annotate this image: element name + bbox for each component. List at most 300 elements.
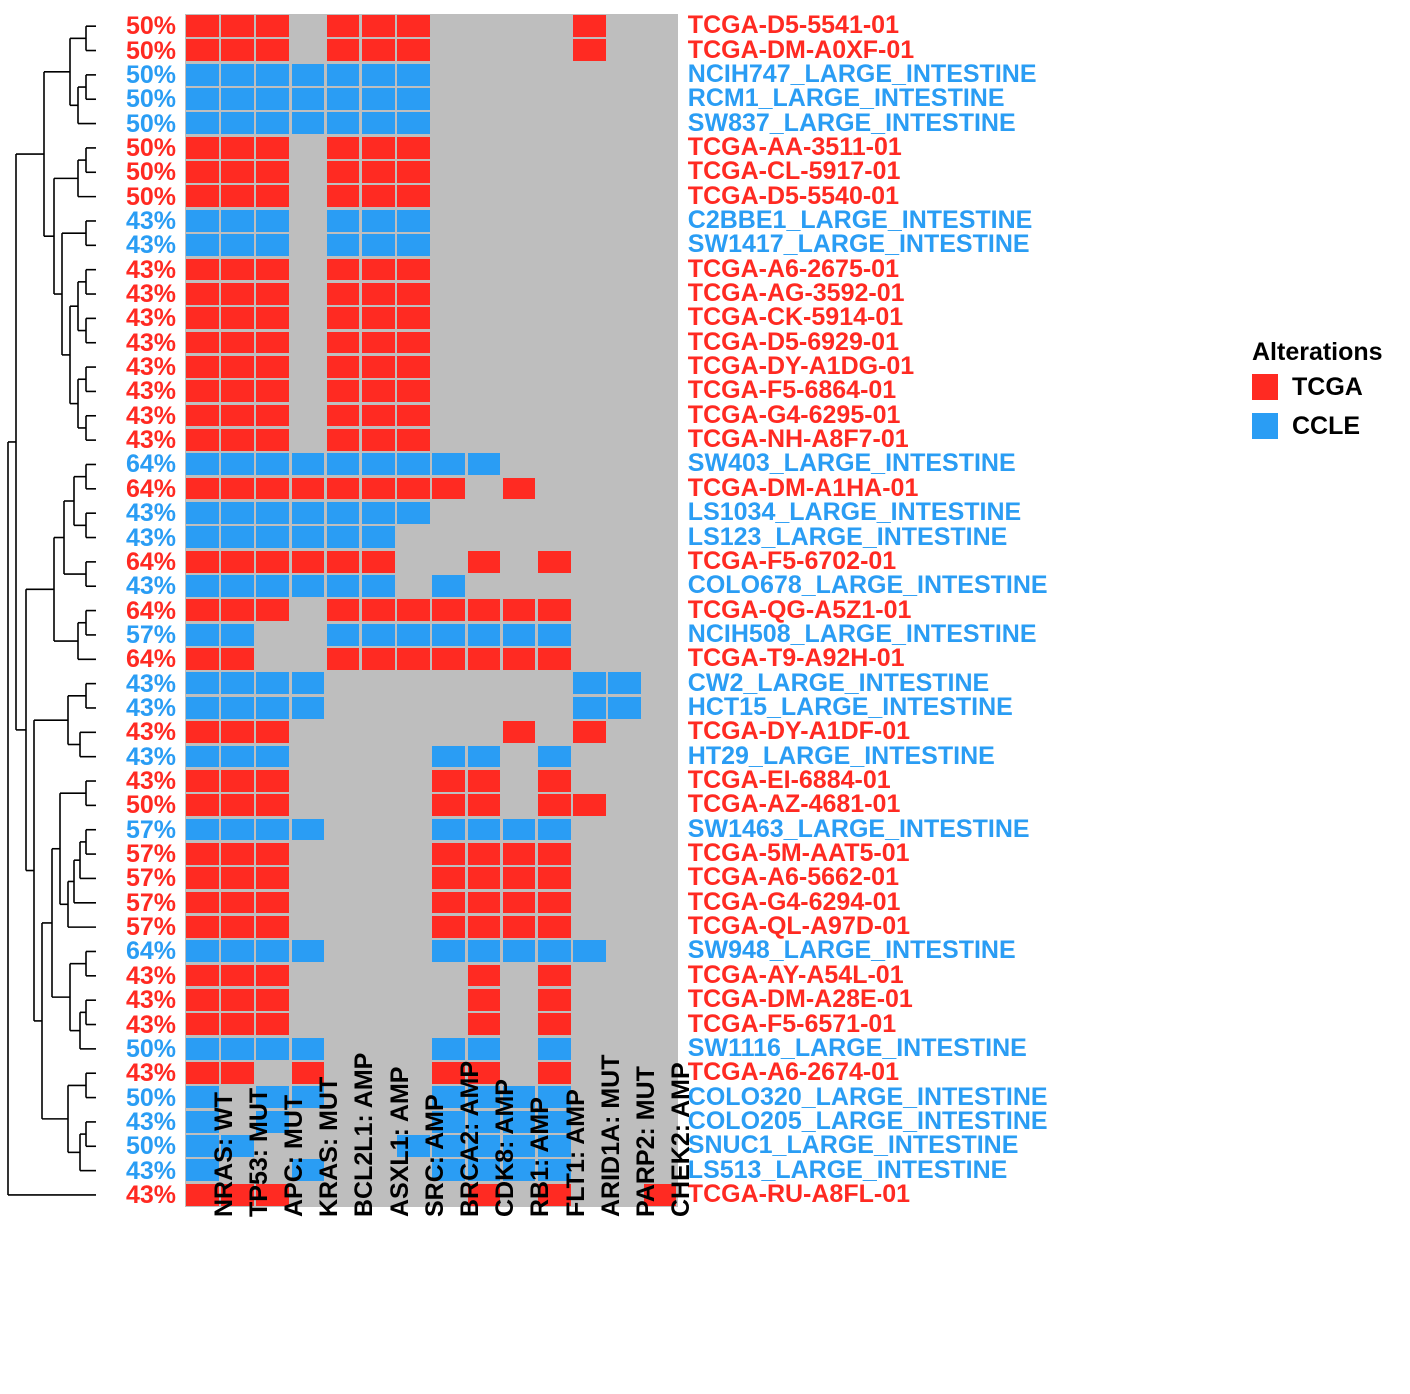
column-label: NRAS: WT bbox=[209, 1092, 238, 1218]
heatmap-cell bbox=[468, 819, 501, 841]
heatmap-cell bbox=[221, 137, 254, 159]
row-percent: 64% bbox=[125, 596, 176, 625]
heatmap-cell bbox=[538, 551, 571, 573]
heatmap-cell bbox=[397, 64, 430, 86]
heatmap-cell bbox=[292, 453, 325, 475]
row-label: LS123_LARGE_INTESTINE bbox=[687, 522, 1008, 551]
column-label: APC: MUT bbox=[280, 1094, 308, 1218]
row-label: COLO678_LARGE_INTESTINE bbox=[687, 571, 1048, 600]
row-label: CW2_LARGE_INTESTINE bbox=[687, 668, 990, 697]
row-percent: 64% bbox=[125, 474, 176, 503]
heatmap-cell bbox=[362, 502, 395, 524]
row-percent: 50% bbox=[125, 182, 176, 211]
row-percent: 43% bbox=[125, 693, 176, 722]
heatmap-cell bbox=[256, 672, 289, 694]
heatmap-cell bbox=[186, 356, 219, 378]
heatmap-cell bbox=[221, 648, 254, 670]
row-percent: 43% bbox=[125, 718, 176, 747]
heatmap-cell bbox=[327, 332, 360, 354]
heatmap-cell bbox=[362, 453, 395, 475]
heatmap-cell bbox=[432, 1038, 465, 1060]
heatmap-cell bbox=[538, 746, 571, 768]
heatmap-cell bbox=[327, 64, 360, 86]
heatmap-cell bbox=[397, 112, 430, 134]
row-percent: 43% bbox=[125, 499, 176, 528]
row-percent: 43% bbox=[125, 742, 176, 771]
row-label: TCGA-NH-A8F7-01 bbox=[687, 425, 909, 454]
heatmap-cell bbox=[186, 64, 219, 86]
heatmap-cell bbox=[186, 137, 219, 159]
heatmap-cell bbox=[608, 672, 641, 694]
heatmap-cell bbox=[362, 648, 395, 670]
row-label: SW403_LARGE_INTESTINE bbox=[687, 449, 1016, 478]
heatmap-cell bbox=[397, 283, 430, 305]
heatmap-cell bbox=[186, 819, 219, 841]
row-percent: 43% bbox=[125, 523, 176, 552]
heatmap-cell bbox=[538, 1062, 571, 1084]
heatmap-cell bbox=[327, 502, 360, 524]
heatmap-cell bbox=[186, 88, 219, 110]
heatmap-cell bbox=[327, 599, 360, 621]
row-percent: 43% bbox=[125, 328, 176, 357]
heatmap-cell bbox=[221, 405, 254, 427]
heatmap-cell bbox=[468, 989, 501, 1011]
heatmap-cell bbox=[503, 819, 536, 841]
heatmap-cell bbox=[292, 940, 325, 962]
heatmap-cell bbox=[186, 112, 219, 134]
heatmap-cell bbox=[221, 819, 254, 841]
heatmap-cell bbox=[468, 453, 501, 475]
heatmap-cell bbox=[362, 526, 395, 548]
heatmap-cell bbox=[221, 259, 254, 281]
heatmap-cell bbox=[397, 478, 430, 500]
heatmap-cell bbox=[186, 283, 219, 305]
heatmap-cell bbox=[186, 307, 219, 329]
heatmap-cell bbox=[221, 624, 254, 646]
heatmap-cell bbox=[256, 478, 289, 500]
heatmap-cell bbox=[292, 672, 325, 694]
heatmap-cell bbox=[256, 356, 289, 378]
heatmap-cell bbox=[468, 1038, 501, 1060]
heatmap-cell bbox=[186, 965, 219, 987]
heatmap-cell bbox=[503, 624, 536, 646]
heatmap-cell bbox=[397, 210, 430, 232]
heatmap-cell bbox=[397, 648, 430, 670]
heatmap-cell bbox=[221, 770, 254, 792]
heatmap-cell bbox=[221, 746, 254, 768]
row-percent: 43% bbox=[125, 255, 176, 284]
heatmap-cell bbox=[432, 624, 465, 646]
heatmap-cell bbox=[397, 137, 430, 159]
heatmap-cell bbox=[362, 88, 395, 110]
heatmap-cell bbox=[256, 429, 289, 451]
heatmap-cell bbox=[432, 892, 465, 914]
heatmap-cell bbox=[186, 405, 219, 427]
heatmap-cell bbox=[468, 940, 501, 962]
heatmap-cell bbox=[186, 259, 219, 281]
row-percent: 43% bbox=[125, 401, 176, 430]
heatmap-cell bbox=[256, 575, 289, 597]
heatmap-cell bbox=[362, 137, 395, 159]
heatmap-cell bbox=[362, 380, 395, 402]
heatmap-cell bbox=[186, 332, 219, 354]
heatmap-cell bbox=[397, 39, 430, 61]
heatmap-cell bbox=[186, 867, 219, 889]
heatmap-cell bbox=[221, 551, 254, 573]
heatmap-cell bbox=[186, 478, 219, 500]
heatmap-cell bbox=[327, 526, 360, 548]
heatmap-cell bbox=[432, 770, 465, 792]
heatmap-cell bbox=[573, 721, 606, 743]
heatmap-cell bbox=[221, 478, 254, 500]
heatmap-cell bbox=[397, 332, 430, 354]
row-label: TCGA-CL-5917-01 bbox=[687, 157, 901, 186]
heatmap-cell bbox=[468, 843, 501, 865]
heatmap-cell bbox=[538, 965, 571, 987]
row-percent: 43% bbox=[125, 280, 176, 309]
heatmap-cell bbox=[186, 892, 219, 914]
row-label: TCGA-D5-5541-01 bbox=[687, 11, 899, 40]
heatmap-cell bbox=[397, 185, 430, 207]
heatmap-cell bbox=[538, 892, 571, 914]
heatmap-cell bbox=[186, 39, 219, 61]
heatmap-cell bbox=[327, 624, 360, 646]
heatmap-cell bbox=[221, 867, 254, 889]
row-label: NCIH747_LARGE_INTESTINE bbox=[687, 59, 1037, 88]
heatmap-cell bbox=[327, 356, 360, 378]
row-label: TCGA-A6-2675-01 bbox=[687, 254, 899, 283]
row-label: HCT15_LARGE_INTESTINE bbox=[687, 692, 1013, 721]
heatmap-cell bbox=[538, 624, 571, 646]
heatmap-cell bbox=[256, 940, 289, 962]
legend-swatch bbox=[1252, 413, 1278, 439]
heatmap-cell bbox=[256, 892, 289, 914]
heatmap-cell bbox=[362, 356, 395, 378]
heatmap-cell bbox=[468, 965, 501, 987]
heatmap-cell bbox=[432, 746, 465, 768]
heatmap-cell bbox=[362, 112, 395, 134]
heatmap-cell bbox=[221, 39, 254, 61]
legend-swatch bbox=[1252, 374, 1278, 400]
heatmap-cell bbox=[397, 380, 430, 402]
heatmap-cell bbox=[186, 721, 219, 743]
heatmap-cell bbox=[221, 64, 254, 86]
heatmap-cell bbox=[327, 112, 360, 134]
heatmap-cell bbox=[432, 867, 465, 889]
heatmap-cell bbox=[503, 648, 536, 670]
heatmap-cell bbox=[221, 283, 254, 305]
heatmap-cell bbox=[362, 332, 395, 354]
heatmap-cell bbox=[256, 234, 289, 256]
heatmap-cell bbox=[468, 746, 501, 768]
heatmap-cell bbox=[256, 39, 289, 61]
heatmap-cell bbox=[221, 575, 254, 597]
heatmap-cell bbox=[608, 697, 641, 719]
heatmap-cell bbox=[468, 794, 501, 816]
row-percent: 43% bbox=[125, 669, 176, 698]
heatmap-cell bbox=[186, 770, 219, 792]
row-label: TCGA-T9-A92H-01 bbox=[687, 644, 905, 673]
row-label: SW1116_LARGE_INTESTINE bbox=[687, 1033, 1027, 1062]
heatmap-cell bbox=[256, 965, 289, 987]
heatmap-cell bbox=[573, 697, 606, 719]
heatmap-cell bbox=[292, 526, 325, 548]
heatmap-cell bbox=[397, 356, 430, 378]
heatmap-cell bbox=[468, 916, 501, 938]
heatmap-cell bbox=[573, 940, 606, 962]
heatmap-cell bbox=[256, 867, 289, 889]
heatmap-cell bbox=[256, 746, 289, 768]
heatmap-cell bbox=[256, 721, 289, 743]
row-label: TCGA-DY-A1DG-01 bbox=[687, 352, 915, 381]
heatmap-cell bbox=[256, 210, 289, 232]
heatmap-cell bbox=[221, 356, 254, 378]
heatmap-cell bbox=[327, 15, 360, 37]
heatmap-cell bbox=[362, 429, 395, 451]
row-percent: 43% bbox=[125, 1156, 176, 1185]
heatmap-cell bbox=[221, 599, 254, 621]
column-label: BRCA2: AMP bbox=[456, 1061, 484, 1218]
heatmap-cell bbox=[538, 916, 571, 938]
row-label: TCGA-QG-A5Z1-01 bbox=[687, 595, 912, 624]
row-percent: 57% bbox=[125, 888, 176, 917]
heatmap-cell bbox=[256, 161, 289, 183]
heatmap-cell bbox=[186, 429, 219, 451]
heatmap-cell bbox=[186, 185, 219, 207]
heatmap-cell bbox=[256, 1013, 289, 1035]
column-label: FLT1: AMP bbox=[561, 1089, 590, 1218]
heatmap-cell bbox=[256, 88, 289, 110]
heatmap-cell bbox=[362, 405, 395, 427]
heatmap-cell bbox=[292, 112, 325, 134]
row-label: TCGA-D5-6929-01 bbox=[687, 327, 899, 356]
row-percent: 43% bbox=[125, 961, 176, 990]
heatmap-cell bbox=[221, 1062, 254, 1084]
row-percent: 50% bbox=[125, 1083, 176, 1112]
column-label: CHEK2: AMP bbox=[667, 1062, 696, 1218]
heatmap-cell bbox=[327, 210, 360, 232]
heatmap-cell bbox=[538, 770, 571, 792]
heatmap-cell bbox=[256, 819, 289, 841]
heatmap-cell bbox=[292, 551, 325, 573]
heatmap-cell bbox=[432, 453, 465, 475]
heatmap-cell bbox=[573, 15, 606, 37]
heatmap-cell bbox=[327, 648, 360, 670]
heatmap-cell bbox=[256, 185, 289, 207]
heatmap-cell bbox=[432, 916, 465, 938]
heatmap-cell bbox=[538, 1013, 571, 1035]
row-label: NCIH508_LARGE_INTESTINE bbox=[687, 619, 1037, 648]
row-percent: 43% bbox=[125, 377, 176, 406]
heatmap-cell bbox=[221, 161, 254, 183]
heatmap-cell bbox=[327, 259, 360, 281]
heatmap-cell bbox=[256, 599, 289, 621]
row-percent: 64% bbox=[125, 450, 176, 479]
heatmap-cell bbox=[362, 64, 395, 86]
heatmap-cell bbox=[362, 234, 395, 256]
heatmap-cell bbox=[256, 380, 289, 402]
heatmap-cell bbox=[186, 599, 219, 621]
row-label: TCGA-AA-3511-01 bbox=[687, 132, 902, 161]
heatmap-cell bbox=[327, 234, 360, 256]
heatmap-cell bbox=[221, 892, 254, 914]
heatmap-cell bbox=[327, 380, 360, 402]
heatmap-cell bbox=[362, 15, 395, 37]
heatmap-cell bbox=[256, 989, 289, 1011]
heatmap-cell bbox=[186, 624, 219, 646]
row-percent: 50% bbox=[125, 85, 176, 114]
heatmap-cell bbox=[538, 867, 571, 889]
heatmap-cell bbox=[221, 15, 254, 37]
legend-label: CCLE bbox=[1292, 412, 1361, 440]
heatmap-cell bbox=[397, 161, 430, 183]
heatmap-cell bbox=[186, 210, 219, 232]
heatmap-cell bbox=[503, 843, 536, 865]
column-label: BCL2L1: AMP bbox=[350, 1052, 379, 1218]
heatmap-cell bbox=[256, 64, 289, 86]
row-label: SNUC1_LARGE_INTESTINE bbox=[687, 1131, 1019, 1160]
heatmap-cell bbox=[186, 794, 219, 816]
row-label: TCGA-AY-A54L-01 bbox=[687, 960, 904, 989]
row-percent: 57% bbox=[125, 840, 176, 869]
row-label: TCGA-F5-6702-01 bbox=[687, 546, 897, 575]
heatmap-cell bbox=[186, 672, 219, 694]
heatmap-cell bbox=[538, 648, 571, 670]
heatmap-cell bbox=[256, 332, 289, 354]
row-percent: 57% bbox=[125, 864, 176, 893]
heatmap-cell bbox=[186, 15, 219, 37]
heatmap-cell bbox=[256, 453, 289, 475]
heatmap-cell bbox=[221, 697, 254, 719]
heatmap-cell bbox=[397, 259, 430, 281]
row-label: TCGA-5M-AAT5-01 bbox=[687, 839, 910, 868]
row-label: LS513_LARGE_INTESTINE bbox=[687, 1155, 1008, 1184]
heatmap-cell bbox=[397, 453, 430, 475]
heatmap-cell bbox=[327, 307, 360, 329]
heatmap-cell bbox=[362, 210, 395, 232]
heatmap-cell bbox=[397, 307, 430, 329]
heatmap-cell bbox=[186, 575, 219, 597]
row-percent: 50% bbox=[125, 158, 176, 187]
row-label: SW837_LARGE_INTESTINE bbox=[687, 108, 1016, 137]
heatmap-cell bbox=[503, 478, 536, 500]
heatmap-cell bbox=[327, 551, 360, 573]
row-percent: 43% bbox=[125, 426, 176, 455]
heatmap-cell bbox=[397, 429, 430, 451]
row-percent: 57% bbox=[125, 815, 176, 844]
row-percent: 57% bbox=[125, 620, 176, 649]
heatmap-cell bbox=[503, 892, 536, 914]
heatmap-cell bbox=[362, 259, 395, 281]
row-label: TCGA-CK-5914-01 bbox=[687, 303, 904, 332]
row-label: C2BBE1_LARGE_INTESTINE bbox=[687, 205, 1033, 234]
heatmap-cell bbox=[362, 39, 395, 61]
row-label: TCGA-RU-A8FL-01 bbox=[687, 1179, 911, 1208]
heatmap-cell bbox=[292, 819, 325, 841]
heatmap-cell bbox=[186, 1013, 219, 1035]
heatmap-cell bbox=[221, 332, 254, 354]
row-percent: 50% bbox=[125, 1132, 176, 1161]
heatmap-cell bbox=[362, 161, 395, 183]
heatmap-cell bbox=[538, 940, 571, 962]
heatmap-cell bbox=[292, 64, 325, 86]
heatmap-cell bbox=[256, 794, 289, 816]
heatmap-cell bbox=[362, 307, 395, 329]
heatmap-cell bbox=[468, 551, 501, 573]
column-label: PARP2: MUT bbox=[632, 1066, 660, 1218]
heatmap-cell bbox=[503, 916, 536, 938]
row-label: RCM1_LARGE_INTESTINE bbox=[687, 84, 1005, 113]
heatmap-cell bbox=[432, 819, 465, 841]
heatmap-cell bbox=[186, 916, 219, 938]
heatmap-cell bbox=[256, 137, 289, 159]
heatmap-cell bbox=[221, 502, 254, 524]
row-label: TCGA-F5-6864-01 bbox=[687, 376, 897, 405]
row-label: TCGA-QL-A97D-01 bbox=[687, 912, 911, 941]
heatmap-cell bbox=[186, 648, 219, 670]
row-label: TCGA-F5-6571-01 bbox=[687, 1009, 897, 1038]
row-label: TCGA-AG-3592-01 bbox=[687, 279, 905, 308]
heatmap-cell bbox=[186, 453, 219, 475]
heatmap-cell bbox=[256, 112, 289, 134]
heatmap-cell bbox=[186, 380, 219, 402]
row-percent: 43% bbox=[125, 206, 176, 235]
heatmap-cell bbox=[221, 1038, 254, 1060]
heatmap-cell bbox=[503, 867, 536, 889]
heatmap-cell bbox=[327, 405, 360, 427]
heatmap-cell bbox=[292, 478, 325, 500]
row-label: TCGA-DM-A1HA-01 bbox=[687, 473, 919, 502]
heatmap-cell bbox=[256, 770, 289, 792]
heatmap-cell bbox=[538, 819, 571, 841]
heatmap-cell bbox=[186, 746, 219, 768]
row-label: SW1463_LARGE_INTESTINE bbox=[687, 814, 1030, 843]
heatmap-cell bbox=[221, 234, 254, 256]
heatmap-cell bbox=[468, 1013, 501, 1035]
heatmap-cell bbox=[362, 624, 395, 646]
row-percent: 64% bbox=[125, 937, 176, 966]
heatmap-cell bbox=[432, 794, 465, 816]
row-label: LS1034_LARGE_INTESTINE bbox=[687, 498, 1022, 527]
row-percent: 43% bbox=[125, 986, 176, 1015]
heatmap-cell bbox=[397, 88, 430, 110]
row-percent: 43% bbox=[125, 1059, 176, 1088]
heatmap-cell bbox=[327, 283, 360, 305]
row-percent: 50% bbox=[125, 60, 176, 89]
heatmap-cell bbox=[186, 1062, 219, 1084]
legend-title: Alterations bbox=[1252, 338, 1383, 366]
heatmap-cell bbox=[397, 234, 430, 256]
heatmap-cell bbox=[432, 575, 465, 597]
heatmap-cell bbox=[221, 429, 254, 451]
heatmap-cell bbox=[538, 843, 571, 865]
heatmap-cell bbox=[432, 599, 465, 621]
row-percent: 50% bbox=[125, 36, 176, 65]
row-label: TCGA-DM-A28E-01 bbox=[687, 985, 913, 1014]
row-label: TCGA-DM-A0XF-01 bbox=[687, 35, 915, 64]
row-percent: 64% bbox=[125, 645, 176, 674]
heatmap-cell bbox=[221, 380, 254, 402]
row-label: TCGA-A6-2674-01 bbox=[687, 1058, 899, 1087]
heatmap-cell bbox=[432, 648, 465, 670]
row-percent: 43% bbox=[125, 304, 176, 333]
heatmap-cell bbox=[186, 234, 219, 256]
heatmap-cell bbox=[256, 259, 289, 281]
heatmap-cell bbox=[221, 843, 254, 865]
heatmap-cell bbox=[256, 307, 289, 329]
heatmap-cell bbox=[327, 137, 360, 159]
row-percent: 50% bbox=[125, 1034, 176, 1063]
